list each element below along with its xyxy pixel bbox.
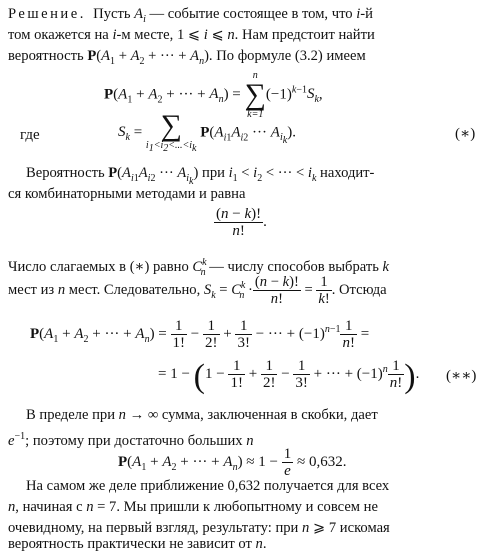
paragraph-3-line-1: Число слагаемых в (∗) равно $C^k_n$ — числу способов выбрать k bbox=[8, 257, 390, 278]
equation-3: $\frac{(n - k)!}{n!}$ . bbox=[216, 206, 267, 239]
paragraph-5-line-3: очевидному, на первый взгляд, результату: при n ⩾ 7 искомая bbox=[8, 520, 390, 536]
equation-2: $S_k$ = ∑ $i_1<i_2<...<i_k$ $P(A_{i1}A_{i2}$ ··· $A_{i_k}$). bbox=[118, 109, 296, 154]
equation-5: $P(A_1 + A_2$ + ··· + $A_n) \approx 1$ − $\frac{1}{e}$ ≈ 0,632. bbox=[118, 446, 347, 479]
paragraph-3-line-2: мест из n мест. Следовательно, $S_k = C^k_n$ · $\frac{(n - k)!}{n!}$ = $\frac{1}{k!}$ . Отсюда bbox=[8, 274, 387, 307]
equation-label-double-star: (∗∗) bbox=[446, 368, 477, 384]
where-label: где bbox=[20, 127, 40, 143]
solution-heading: Решение. bbox=[8, 6, 86, 22]
paragraph-1-line-2: том окажется на i-м месте, 1 ⩽ i ⩽ n. Нам предстоит найти bbox=[8, 27, 375, 43]
equation-4-line-1: $P(A_1 + A_2$ + ··· + $A_n$) = $\frac{1}{1!}$ − $\frac{1}{2!}$ + $\frac{1}{3!}$ − ··· + $(-1)^{n-1}$ $\frac{1}{n!}$ = bbox=[30, 318, 370, 351]
sum-symbol: n ∑ k=1 bbox=[244, 70, 266, 120]
paragraph-2-line-2: ся комбинаторными методами и равна bbox=[8, 186, 246, 202]
paragraph-4-line-2: $e^{-1}$; поэтому при достаточно больших n bbox=[8, 431, 254, 449]
equation-4-line-2: = 1 − (1 − $\frac{1}{1!}$ + $\frac{1}{2!}$ − $\frac{1}{3!}$ + ··· + $(-1)^n$ $\frac{1}{n!}$ ). bbox=[158, 357, 420, 395]
paragraph-1-line-1: Решение. Пусть $A_i$ — событие состоящее в том, что i-й bbox=[8, 6, 373, 25]
paragraph-2-line-1: Вероятность $P(A_{i1}A_{i2}$ ··· $A_{i_k}$) при $i_1 < i_2$ < ··· < $i_k$ находит- bbox=[26, 165, 375, 187]
sum-symbol-2: ∑ $i_1<i_2<...<i_k$ bbox=[145, 109, 197, 154]
equation-1: $P(A_1 + A_2$ + ··· + $A_n$) = n ∑ k=1 $(-1)^{k-1}S_k$, bbox=[104, 70, 323, 120]
paragraph-4-line-1: В пределе при n → ∞ сумма, заключенная в скобки, дает bbox=[26, 407, 378, 423]
equation-label-star: (∗) bbox=[455, 126, 476, 142]
paragraph-5-line-2: n, начиная с n = 7. Мы пришли к любопытному и совсем не bbox=[8, 499, 378, 515]
paragraph-5-line-4: вероятность практически не зависит от n. bbox=[8, 536, 267, 552]
paragraph-1-line-3: вероятность $P(A_1 + A_2$ + ··· + $A_n$). По формуле (3.2) имеем bbox=[8, 48, 366, 67]
paragraph-5-line-1: На самом же деле приближение 0,632 получается для всех bbox=[26, 478, 390, 494]
